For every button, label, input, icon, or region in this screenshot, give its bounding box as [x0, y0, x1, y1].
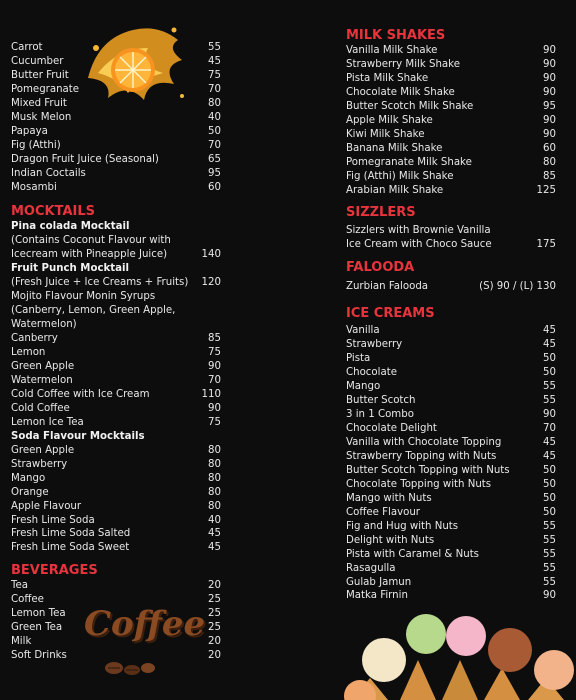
menu-item-price: 45: [208, 55, 221, 67]
menu-item-price: 75: [208, 347, 221, 359]
menu-item-price: 65: [208, 153, 221, 165]
menu-item-price: 95: [208, 167, 221, 179]
menu-item-price: 45: [208, 528, 221, 540]
menu-item-name: Lemon: [11, 347, 46, 359]
sizzler-price: 175: [536, 239, 556, 251]
menu-item-price: 80: [208, 97, 221, 109]
menu-item: [11, 374, 221, 388]
menu-item-price: 70: [543, 423, 556, 435]
menu-item-price: 95: [543, 100, 556, 112]
menu-item: [346, 156, 556, 170]
menu-item-price: 55: [543, 548, 556, 560]
menu-item-name: Lemon Tea: [11, 608, 66, 620]
menu-item: [11, 621, 221, 635]
menu-item-name: Fig and Hug with Nuts: [346, 520, 459, 532]
sizzlers-heading: SIZZLERS: [346, 205, 416, 221]
menu-item: [346, 72, 556, 86]
juice-list: [11, 41, 221, 194]
menu-item-price: 50: [543, 478, 556, 490]
menu-item-price: 90: [543, 128, 556, 140]
menu-item-price: 50: [543, 492, 556, 504]
menu-item: [11, 167, 221, 181]
menu-item-name: Butter Scotch Topping with Nuts: [346, 464, 510, 476]
menu-item-name: Pomegranate: [11, 83, 80, 95]
menu-item-name: Pomegranate Milk Shake: [346, 156, 472, 168]
menu-item: [346, 324, 556, 338]
menu-item-name: Orange: [11, 486, 49, 498]
menu-item-name: Fresh Lime Soda: [11, 514, 95, 526]
menu-item: [346, 170, 556, 184]
menu-item-name: Musk Melon: [11, 111, 72, 123]
menu-item: [11, 514, 221, 528]
menu-item: [11, 139, 221, 153]
menu-item: [346, 128, 556, 142]
menu-item: [11, 41, 221, 55]
menu-item: [346, 589, 556, 603]
menu-item-name: Tea: [11, 580, 29, 592]
menu-item-price: 110: [201, 388, 221, 400]
menu-item-name: Coffee Flavour: [346, 506, 420, 518]
menu-item-price: 50: [543, 506, 556, 518]
menu-item-price: 80: [208, 444, 221, 456]
mocktail-list: [11, 332, 221, 430]
menu-item-price: 55: [543, 562, 556, 574]
menu-item-name: Papaya: [11, 125, 48, 137]
falooda-heading: FALOODA: [346, 260, 415, 276]
menu-item-name: Cold Coffee with Ice Cream: [11, 388, 150, 400]
menu-item: [11, 527, 221, 541]
menu-item-price: 70: [208, 139, 221, 151]
menu-item-price: 90: [543, 72, 556, 84]
icecream-list: [346, 324, 556, 603]
menu-item-price: 40: [208, 111, 221, 123]
menu-item: [346, 464, 556, 478]
menu-item: [346, 562, 556, 576]
soda-mocktail-list: [11, 444, 221, 556]
falooda-name: Zurbian Falooda: [346, 281, 429, 293]
menu-item-price: 20: [208, 580, 221, 592]
menu-item: [11, 83, 221, 97]
menu-item-price: 25: [208, 594, 221, 606]
coffee-logo-text: Coffee: [84, 604, 206, 644]
menu-item-name: Arabian Milk Shake: [346, 184, 444, 196]
menu-item-price: 45: [208, 542, 221, 554]
sizzler-desc-row: [346, 238, 556, 252]
menu-item-price: 20: [208, 636, 221, 648]
menu-item-name: Indian Coctails: [11, 167, 86, 179]
menu-item-price: 75: [208, 416, 221, 428]
menu-item-name: Fresh Lime Soda Salted: [11, 528, 131, 540]
menu-item-name: Vanilla Milk Shake: [346, 45, 438, 56]
menu-item-name: Butter Scotch Milk Shake: [346, 100, 474, 112]
menu-item-name: Soft Drinks: [11, 650, 67, 662]
menu-item: [11, 579, 221, 593]
menu-item: [11, 332, 221, 346]
menu-item: [11, 125, 221, 139]
menu-item-name: Mango: [11, 472, 46, 484]
menu-item-name: Strawberry Topping with Nuts: [346, 450, 497, 462]
menu-item-name: Mango: [346, 381, 381, 393]
menu-item-name: Vanilla with Chocolate Topping: [346, 436, 502, 448]
menu-item-name: Mixed Fruit: [11, 97, 67, 109]
pina-colada-desc-2: Icecream with Pineapple Juice): [11, 249, 168, 261]
menu-item: [346, 520, 556, 534]
menu-item-name: Dragon Fruit Juice (Seasonal): [11, 153, 159, 165]
menu-item-name: Kiwi Milk Shake: [346, 128, 425, 140]
menu-item-price: 90: [543, 590, 556, 602]
menu-item-price: 45: [543, 325, 556, 337]
mojito-desc-2: (Canberry, Lemon, Green Apple,: [11, 305, 176, 317]
falooda-row: [346, 280, 556, 294]
menu-item: [11, 458, 221, 472]
menu-item-name: Chocolate: [346, 367, 397, 379]
menu-item-price: 80: [208, 486, 221, 498]
menu-item: [11, 153, 221, 167]
menu-item: [11, 69, 221, 83]
menu-item-name: Strawberry Milk Shake: [346, 58, 460, 70]
menu-item: [346, 352, 556, 366]
menu-item: [11, 55, 221, 69]
menu-item-name: Gulab Jamun: [346, 576, 412, 588]
menu-item-name: Apple Flavour: [11, 500, 82, 512]
sizzler-desc-1: Sizzlers with Brownie Vanilla: [346, 225, 491, 237]
left-menu-column: [11, 41, 221, 663]
menu-item-price: 80: [208, 472, 221, 484]
menu-item-name: Delight with Nuts: [346, 534, 435, 546]
menu-item-price: 90: [543, 114, 556, 126]
menu-item-price: 50: [543, 464, 556, 476]
menu-item-price: 60: [543, 142, 556, 154]
fruit-punch-desc: (Fresh Juice + Ice Creams + Fruits): [11, 277, 189, 289]
menu-item: [346, 380, 556, 394]
menu-item-price: 55: [543, 395, 556, 407]
menu-item: [11, 402, 221, 416]
menu-item-price: 50: [543, 353, 556, 365]
menu-item-name: 3 in 1 Combo: [346, 409, 414, 421]
menu-item: [11, 472, 221, 486]
menu-item-price: 90: [543, 409, 556, 421]
menu-item: [346, 394, 556, 408]
menu-item-name: Mosambi: [11, 181, 57, 193]
right-menu-column: [346, 28, 556, 603]
menu-item-price: 55: [543, 576, 556, 588]
menu-item-price: 80: [208, 458, 221, 470]
menu-item-price: 90: [208, 361, 221, 373]
menu-item-name: Fresh Lime Soda Sweet: [11, 542, 130, 554]
menu-item: [11, 635, 221, 649]
mojito-desc-3: Watermelon): [11, 319, 77, 331]
milkshakes-heading: MILK SHAKES: [346, 28, 446, 43]
menu-item-name: Fig (Atthi): [11, 139, 61, 151]
menu-item: [11, 388, 221, 402]
menu-item-price: 60: [208, 181, 221, 193]
ice-cream-cones-image: [340, 608, 576, 700]
menu-item-price: 90: [208, 402, 221, 414]
menu-item: [346, 422, 556, 436]
menu-item-name: Apple Milk Shake: [346, 114, 433, 126]
menu-item-name: Cucumber: [11, 55, 64, 67]
menu-item-name: Butter Scotch: [346, 395, 416, 407]
menu-item-price: 90: [543, 58, 556, 70]
menu-item: [11, 416, 221, 430]
menu-item-price: 45: [543, 436, 556, 448]
menu-item-name: Chocolate Milk Shake: [346, 86, 455, 98]
icecreams-heading: ICE CREAMS: [346, 306, 435, 322]
falooda-price: (S) 90 / (L) 130: [479, 281, 556, 293]
menu-item: [346, 58, 556, 72]
menu-item-price: 70: [208, 83, 221, 95]
menu-item: [11, 97, 221, 111]
menu-item-name: Strawberry: [346, 339, 403, 351]
menu-item: [11, 649, 221, 663]
menu-item-name: Pista Milk Shake: [346, 72, 429, 84]
milkshake-list: [346, 44, 556, 197]
soda-mocktails-title: Soda Flavour Mocktails: [11, 430, 145, 442]
menu-item-price: 55: [543, 520, 556, 532]
menu-item-name: Fig (Atthi) Milk Shake: [346, 170, 454, 182]
menu-item-name: Vanilla: [346, 325, 380, 337]
menu-item-name: Butter Fruit: [11, 69, 69, 81]
menu-item-name: Mango with Nuts: [346, 492, 432, 504]
menu-item-name: Green Tea: [11, 622, 63, 634]
menu-item: [346, 338, 556, 352]
menu-item: [11, 360, 221, 374]
menu-item: [346, 534, 556, 548]
menu-item-name: Coffee: [11, 594, 44, 606]
menu-item-name: Chocolate Topping with Nuts: [346, 478, 492, 490]
fruit-punch-title: Fruit Punch Mocktail: [11, 263, 129, 275]
menu-item: [346, 436, 556, 450]
beverages-heading: BEVERAGES: [11, 563, 98, 579]
fruit-punch-desc-row: [11, 276, 221, 290]
menu-item: [346, 492, 556, 506]
menu-item-price: 85: [208, 333, 221, 345]
menu-item-price: 55: [543, 534, 556, 546]
menu-item-price: 25: [208, 622, 221, 634]
menu-item: [346, 408, 556, 422]
menu-item-price: 50: [543, 367, 556, 379]
menu-item: [11, 444, 221, 458]
menu-item-name: Green Apple: [11, 361, 75, 373]
menu-item: [346, 450, 556, 464]
menu-item: [346, 184, 556, 198]
mojito-desc-1: Mojito Flavour Monin Syrups: [11, 291, 156, 303]
menu-item-price: 80: [543, 156, 556, 168]
menu-item: [11, 607, 221, 621]
menu-item-price: 85: [543, 170, 556, 182]
menu-item-name: Watermelon: [11, 374, 73, 386]
menu-item: [11, 181, 221, 195]
pina-colada-desc-1: (Contains Coconut Flavour with: [11, 235, 171, 247]
menu-item: [11, 500, 221, 514]
menu-item-name: Strawberry: [11, 458, 68, 470]
menu-item-price: 45: [543, 450, 556, 462]
menu-item: [346, 142, 556, 156]
menu-item: [346, 114, 556, 128]
pina-colada-price: 140: [201, 249, 221, 261]
menu-item: [11, 346, 221, 360]
menu-item-name: Canberry: [11, 333, 58, 345]
menu-item-price: 55: [543, 381, 556, 393]
menu-item-price: 40: [208, 514, 221, 526]
menu-item-price: 75: [208, 69, 221, 81]
menu-item: [346, 44, 556, 58]
menu-item-price: 25: [208, 608, 221, 620]
menu-item: [11, 111, 221, 125]
menu-item: [346, 366, 556, 380]
menu-item-price: 50: [208, 125, 221, 137]
menu-item-name: Lemon Ice Tea: [11, 416, 84, 428]
menu-item-price: 45: [543, 339, 556, 351]
menu-item-name: Rasagulla: [346, 562, 396, 574]
menu-item-price: 80: [208, 500, 221, 512]
menu-item: [346, 478, 556, 492]
menu-item-price: 125: [536, 184, 556, 196]
menu-item-name: Pista with Caramel & Nuts: [346, 548, 479, 560]
beverage-list: [11, 579, 221, 663]
menu-item-price: 90: [543, 45, 556, 56]
menu-item-name: Banana Milk Shake: [346, 142, 443, 154]
menu-item-name: Pista: [346, 353, 371, 365]
menu-item: [11, 593, 221, 607]
menu-item-name: Cold Coffee: [11, 402, 70, 414]
menu-item-name: Green Apple: [11, 444, 75, 456]
menu-item: [11, 486, 221, 500]
sizzler-desc-2: Ice Cream with Choco Sauce: [346, 239, 492, 251]
menu-item-name: Milk: [11, 636, 32, 648]
menu-item-name: Chocolate Delight: [346, 423, 437, 435]
menu-item-price: 70: [208, 374, 221, 386]
menu-item: [346, 548, 556, 562]
menu-item: [11, 541, 221, 555]
menu-item-price: 20: [208, 650, 221, 662]
menu-item-name: Carrot: [11, 42, 43, 53]
menu-item: [346, 86, 556, 100]
pina-colada-title: Pina colada Mocktail: [11, 221, 130, 233]
menu-item: [346, 576, 556, 590]
menu-item: [346, 100, 556, 114]
menu-item-price: 55: [208, 42, 221, 53]
menu-item: [346, 506, 556, 520]
pina-colada-desc-row: [11, 248, 221, 262]
menu-item-name: Matka Firnin: [346, 590, 408, 602]
fruit-punch-price: 120: [201, 277, 221, 289]
menu-item-price: 90: [543, 86, 556, 98]
mocktails-heading: MOCKTAILS: [11, 204, 96, 220]
